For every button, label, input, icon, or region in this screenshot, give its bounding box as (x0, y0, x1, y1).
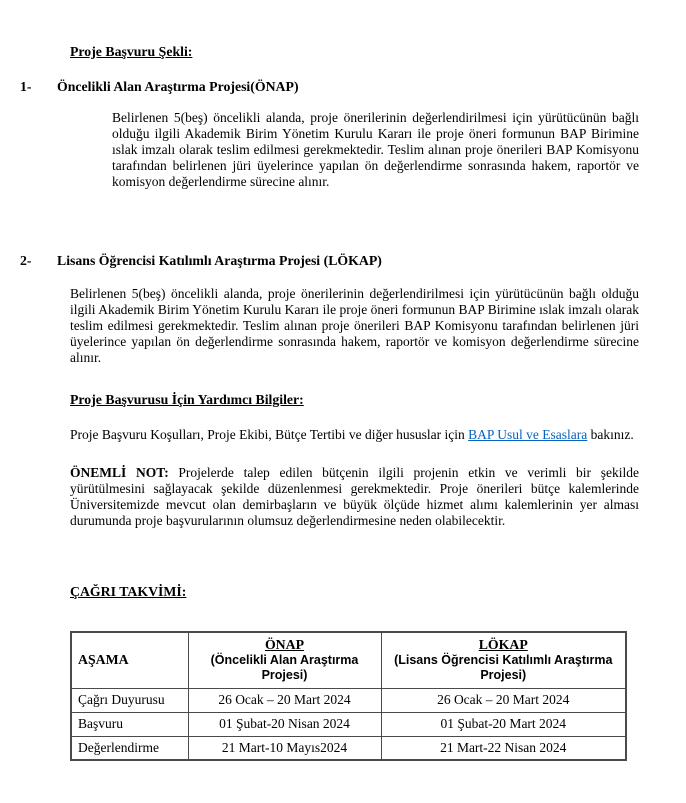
onap-header-subtitle: (Öncelikli Alan Araştırma Projesi) (210, 653, 359, 683)
table-row (71, 736, 626, 760)
item1-heading (20, 79, 639, 95)
stage-cell: Değerlendirme (71, 736, 188, 760)
item2-paragraph: Belirlenen 5(beş) öncelikli alanda, proje önerilerinin değerlendirilmesi için yürütücünün bağlı olduğu ilgili Akademik Birim Yönetim Kurulu Kararı ile proje öneri formunun BAP Birimine ıslak imzalı olarak teslim edilmesi gerekmektedir. Teslim alınan proje önerileri BAP Komisyonu tarafından belirlenen jüri üyelerince yapılan ön değerlendirme sonrasında hakem, raportör ve komisyon değerlendirme sürecine alınır. (70, 286, 639, 365)
onap-date-cell: 21 Mart-10 Mayıs2024 (188, 736, 381, 760)
onap-date-cell: 01 Şubat-20 Nisan 2024 (188, 712, 381, 736)
column-header-onap (188, 632, 381, 688)
table-row (71, 688, 626, 712)
lokap-date-cell: 26 Ocak – 20 Mart 2024 (381, 688, 626, 712)
helper-heading: Proje Başvurusu İçin Yardımcı Bilgiler: (70, 392, 304, 407)
onap-date-cell: 26 Ocak – 20 Mart 2024 (188, 688, 381, 712)
item2-title: Lisans Öğrencisi Katılımlı Araştırma Projesi (LÖKAP) (57, 253, 382, 268)
item1-title: Öncelikli Alan Araştırma Projesi(ÖNAP) (57, 79, 299, 94)
onap-header-title: ÖNAP (264, 637, 305, 653)
item2-heading (20, 253, 639, 269)
item1-number: 1- (20, 79, 32, 94)
important-note-body: Projelerde talep edilen bütçenin ilgili projenin etkin ve verimli bir şekilde yürütülmesini sağlayacak şekilde düzenlenmesi gerekmektedir. Proje önerileri bütçe kalemlerinde Üniversitemizde mevcut olan demirbaşların ve büyük ölçüde hizmet alımı kalemlerinin yer alması durumunda proje başvurularının olumsuz değerlendirmesine neden olabilecektir. (70, 465, 639, 528)
important-note-paragraph (70, 465, 639, 529)
lokap-header-title: LÖKAP (478, 637, 528, 653)
lokap-header-subtitle: (Lisans Öğrencisi Katılımlı Araştırma Projesi) (394, 653, 613, 683)
column-header-lokap (381, 632, 626, 688)
stage-cell: Başvuru (71, 712, 188, 736)
item2-number: 2- (20, 253, 32, 268)
item1-paragraph: Belirlenen 5(beş) öncelikli alanda, proje önerilerinin değerlendirilmesi için yürütücünün bağlı olduğu ilgili Akademik Birim Yönetim Kurulu Kararı ile proje öneri formunun BAP Birimine ıslak imzalı olarak teslim edilmesi gerekmektedir. Teslim alınan proje önerileri BAP Komisyonu tarafından belirlenen jüri üyelerince yapılan ön değerlendirme sonrasında hakem, raportör ve komisyon değerlendirme sürecine alınır. (112, 110, 639, 189)
column-header-stage: AŞAMA (71, 632, 188, 688)
lokap-date-cell: 21 Mart-22 Nisan 2024 (381, 736, 626, 760)
important-note-label: ÖNEMLİ NOT: (70, 465, 169, 480)
lokap-date-cell: 01 Şubat-20 Mart 2024 (381, 712, 626, 736)
main-heading: Proje Başvuru Şekli: (70, 44, 193, 59)
helper-paragraph (70, 427, 639, 443)
call-calendar-table (70, 631, 627, 761)
table-row (71, 712, 626, 736)
bap-usul-ve-esaslar-link[interactable]: BAP Usul ve Esaslara (468, 427, 588, 442)
calendar-heading: ÇAĞRI TAKVİMİ: (70, 584, 187, 599)
helper-text-after: bakınız. (587, 427, 634, 442)
stage-cell: Çağrı Duyurusu (71, 688, 188, 712)
table-header-row (71, 632, 626, 688)
helper-text-before: Proje Başvuru Koşulları, Proje Ekibi, Bütçe Tertibi ve diğer hususlar için (70, 427, 469, 442)
